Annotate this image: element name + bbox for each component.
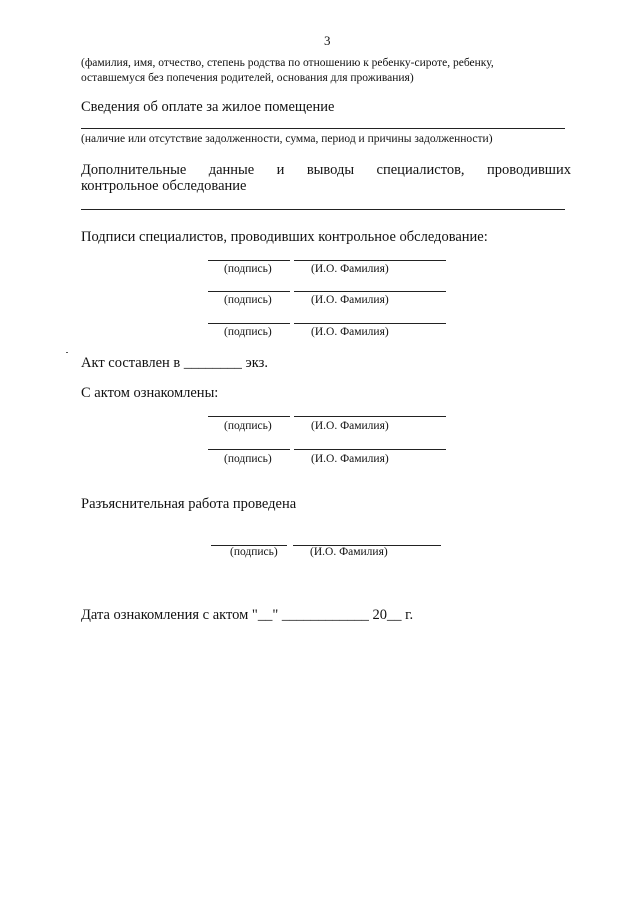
name-line [294,323,446,324]
name-label: (И.О. Фамилия) [311,453,389,465]
name-line [294,449,446,450]
explanatory-heading: Разъяснительная работа проведена [81,496,297,512]
act-blank: ________ [183,355,242,371]
payment-heading: Сведения об оплате за жилое помещение [81,99,335,115]
scan-speck [66,352,68,353]
familiarization-date-line: Дата ознакомления с актом "__" ____________ 20__ г. [81,607,414,623]
name-label: (И.О. Фамилия) [311,294,389,306]
signature-label: (подпись) [224,420,272,432]
additional-word: проводивших [486,162,571,178]
signature-label: (подпись) [224,294,272,306]
name-label: (И.О. Фамилия) [311,263,389,275]
name-line [294,291,446,292]
intro-note-line-1: (фамилия, имя, отчество, степень родства по отношению к ребенку-сироте, ребенку, [81,57,494,69]
additional-heading-line-2: контрольное обследование [81,178,247,194]
signature-label: (подпись) [224,326,272,338]
additional-word: выводы [306,162,355,178]
page-number: 3 [324,33,331,48]
additional-word: Дополнительные [81,162,187,178]
signature-line [208,416,290,417]
signature-label: (подпись) [224,453,272,465]
specialists-heading: Подписи специалистов, проводивших контрольное обследование: [81,229,488,245]
familiarized-heading: С актом ознакомлены: [81,385,219,401]
additional-word: и [276,162,285,178]
act-copies-line [81,355,268,372]
additional-fill-line [81,209,565,210]
additional-word: данные [208,162,255,178]
act-prefix: Акт составлен в [81,355,181,371]
payment-note: (наличие или отсутствие задолженности, сумма, период и причины задолженности) [81,133,493,145]
payment-fill-line [81,128,565,129]
act-suffix: экз. [245,355,268,371]
name-label: (И.О. Фамилия) [311,420,389,432]
name-line [294,260,446,261]
additional-word: специалистов, [376,162,465,178]
name-line [294,416,446,417]
signature-line [208,291,290,292]
signature-line [208,260,290,261]
name-label: (И.О. Фамилия) [311,326,389,338]
name-label: (И.О. Фамилия) [310,546,388,558]
additional-heading-line-1 [81,162,571,179]
intro-note-line-2: оставшемуся без попечения родителей, основания для проживания) [81,72,414,84]
signature-label: (подпись) [230,546,278,558]
signature-line [208,323,290,324]
signature-label: (подпись) [224,263,272,275]
signature-line [208,449,290,450]
